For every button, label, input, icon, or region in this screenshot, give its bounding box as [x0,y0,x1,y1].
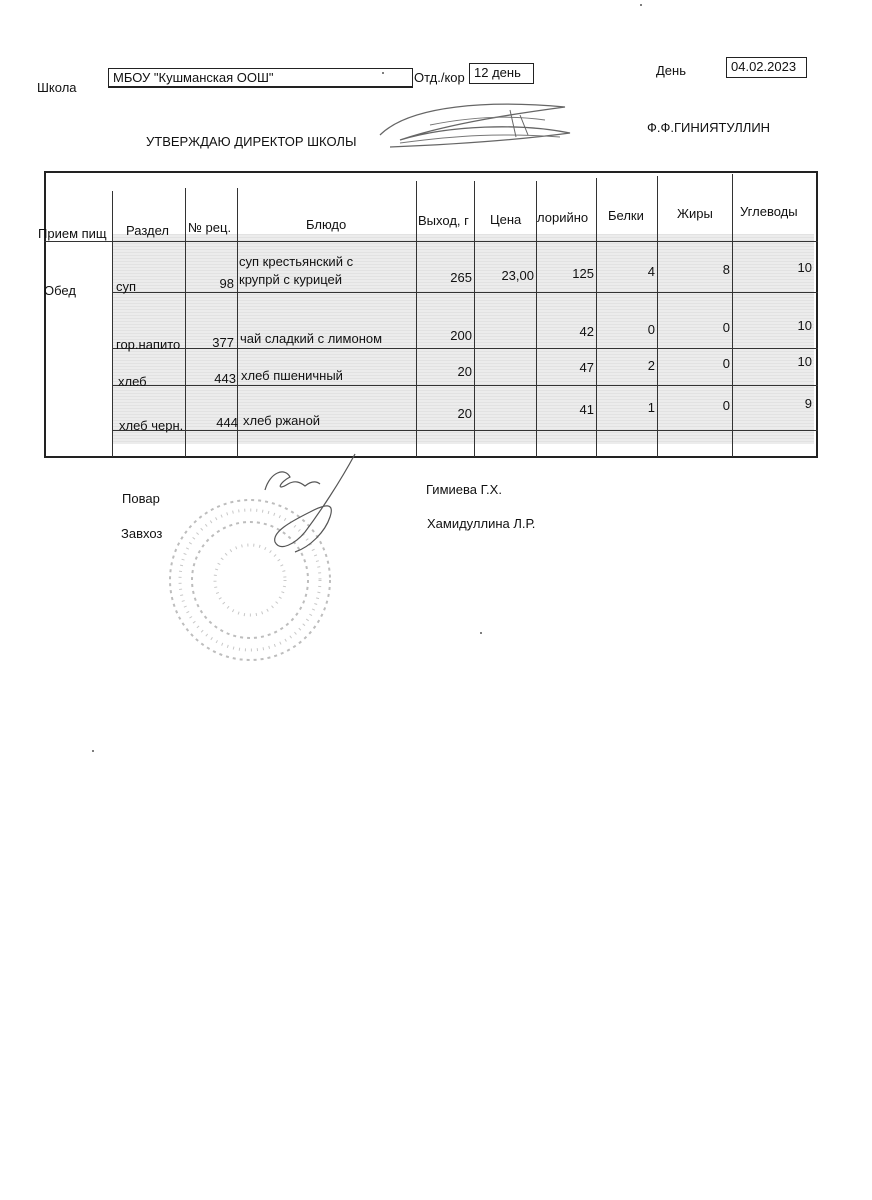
row-carbs: 10 [797,260,812,275]
director-name: Ф.Ф.ГИНИЯТУЛЛИН [647,120,771,135]
row-proteins: 4 [647,264,655,279]
row-output: 20 [457,364,472,379]
row-output: 200 [450,328,472,343]
col-header-dish: Блюдо [306,217,347,232]
col-header-proteins: Белки [608,208,644,223]
row-recipe: 444 [216,415,238,430]
row-carbs: 9 [804,396,812,411]
row-dish: чай сладкий с лимоном [240,331,383,346]
row-carbs: 10 [797,318,812,333]
school-value: МБОУ "Кушманская ООШ" [108,68,413,88]
row-calories: 125 [572,266,594,281]
row-output: 265 [450,270,472,285]
row-section: хлеб [118,374,147,389]
storekeeper-name: Хамидуллина Л.Р. [427,516,536,531]
row-dish-line2: крупрй с курицей [239,272,342,287]
dept-label: Отд./кор [414,70,465,85]
row-calories: 41 [579,402,594,417]
row-calories: 42 [579,324,594,339]
row-fats: 8 [722,262,730,277]
row-section: суп [116,279,137,294]
cook-label: Повар [122,491,160,506]
row-output: 20 [457,406,472,421]
day-label: День [656,63,686,78]
row-fats: 0 [722,398,730,413]
col-header-price: Цена [490,212,522,227]
row-proteins: 0 [647,322,655,337]
row-fats: 0 [722,320,730,335]
row-section: хлеб черн. [119,418,184,433]
row-dish: хлеб ржаной [243,413,321,428]
row-carbs: 10 [797,354,812,369]
row-dish: хлеб пшеничный [241,368,343,383]
row-recipe: 98 [219,276,234,291]
storekeeper-label: Завхоз [121,526,163,541]
row-recipe: 377 [212,335,234,350]
dept-value: 12 день [469,63,534,84]
row-dish: суп крестьянский с [239,254,354,269]
row-section: гор.напито [116,337,181,352]
col-header-fats: Жиры [677,206,713,221]
col-header-section: Раздел [126,223,169,238]
row-fats: 0 [722,356,730,371]
row-proteins: 2 [647,358,655,373]
approve-text: УТВЕРЖДАЮ ДИРЕКТОР ШКОЛЫ [146,134,357,149]
cook-signature [250,452,370,562]
cook-name: Гимиева Г.Х. [426,482,502,497]
school-label: Школа [37,80,77,95]
col-header-output: Выход, г [418,213,469,228]
row-price: 23,00 [501,268,534,283]
meal-name: Обед [44,283,76,298]
col-header-carbs: Углеводы [740,204,798,219]
col-header-meal: Прием пищ [38,226,107,241]
col-header-calories: лорийно [537,210,589,225]
row-proteins: 1 [647,400,655,415]
day-value: 04.02.2023 [726,57,807,78]
col-header-recipe: № рец. [188,220,232,235]
director-signature [370,95,580,155]
row-calories: 47 [579,360,594,375]
row-recipe: 443 [214,371,236,386]
